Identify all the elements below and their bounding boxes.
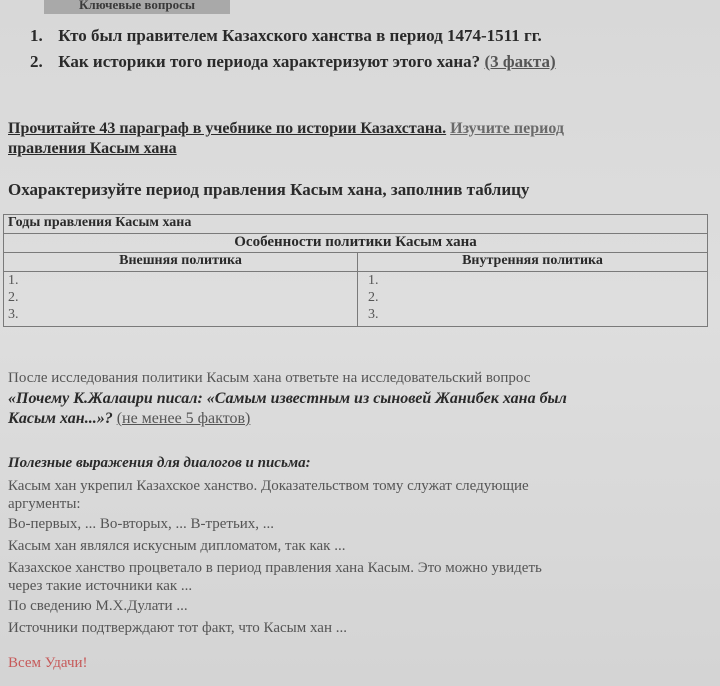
internal-item-1: 1. [368, 273, 379, 288]
phrase-line-5: Казахское ханство процветало в период правления хана Касым. Это можно увидеть [8, 560, 542, 576]
instruction-line-1 [8, 120, 564, 138]
question-1-text: Кто был правителем Казахского ханства в период 1474-1511 гг. [58, 26, 542, 45]
phrase-line-4: Касым хан являлся искусным дипломатом, так как ... [8, 538, 346, 554]
question-2-number: 2. [30, 52, 43, 71]
research-line-1: После исследования политики Касым хана ответьте на исследовательский вопрос [8, 370, 531, 386]
policy-table [3, 214, 708, 327]
question-2-note: (3 факта) [484, 52, 556, 71]
research-line-3-text: Касым хан...»? [8, 410, 113, 427]
question-2 [30, 52, 556, 72]
research-line-2: «Почему К.Жалаири писал: «Самым известным из сыновей Жанибек хана был [8, 390, 567, 407]
top-strip: Ключевые вопросы [44, 0, 230, 14]
table-row-title: Годы правления Касым хана [4, 215, 708, 234]
table-external-cell[interactable] [4, 272, 358, 327]
phrase-line-3: Во-первых, ... Во-вторых, ... В-третьих, ... [8, 516, 275, 532]
internal-item-3: 3. [368, 307, 379, 322]
closing-text: Всем Удачи! [8, 655, 88, 671]
instruction-faded: Изучите период [450, 120, 564, 137]
phrase-line-6: через такие источники как ... [8, 578, 193, 594]
external-item-2: 2. [8, 290, 19, 305]
internal-item-2: 2. [368, 290, 379, 305]
phrase-line-7: По сведению М.Х.Дулати ... [8, 598, 188, 614]
question-1-number: 1. [30, 26, 43, 45]
instruction-main: Прочитайте 43 параграф в учебнике по истории Казахстана. [8, 120, 447, 137]
external-item-3: 3. [8, 307, 19, 322]
research-note: (не менее 5 фактов) [116, 410, 251, 427]
phrase-line-2: аргументы: [8, 496, 81, 512]
question-1 [30, 26, 542, 46]
phrases-title: Полезные выражения для диалогов и письма: [8, 455, 311, 471]
table-features-title: Особенности политики Касым хана [4, 234, 708, 253]
phrase-line-1: Касым хан укрепил Казахское ханство. Доказательством тому служат следующие [8, 478, 529, 494]
table-internal-cell[interactable] [358, 272, 708, 327]
question-2-text: Как историки того периода характеризуют этого хана? [58, 52, 485, 71]
instruction-line-2-text: правления Касым хана [8, 140, 177, 157]
table-col-external: Внешняя политика [4, 253, 358, 272]
external-item-1: 1. [8, 273, 19, 288]
instruction-line-2 [8, 140, 177, 158]
phrase-line-8: Источники подтверждают тот факт, что Касым хан ... [8, 620, 347, 636]
research-line-3 [8, 410, 250, 428]
task-heading: Охарактеризуйте период правления Касым хана, заполнив таблицу [8, 180, 530, 199]
table-col-internal: Внутренняя политика [358, 253, 708, 272]
